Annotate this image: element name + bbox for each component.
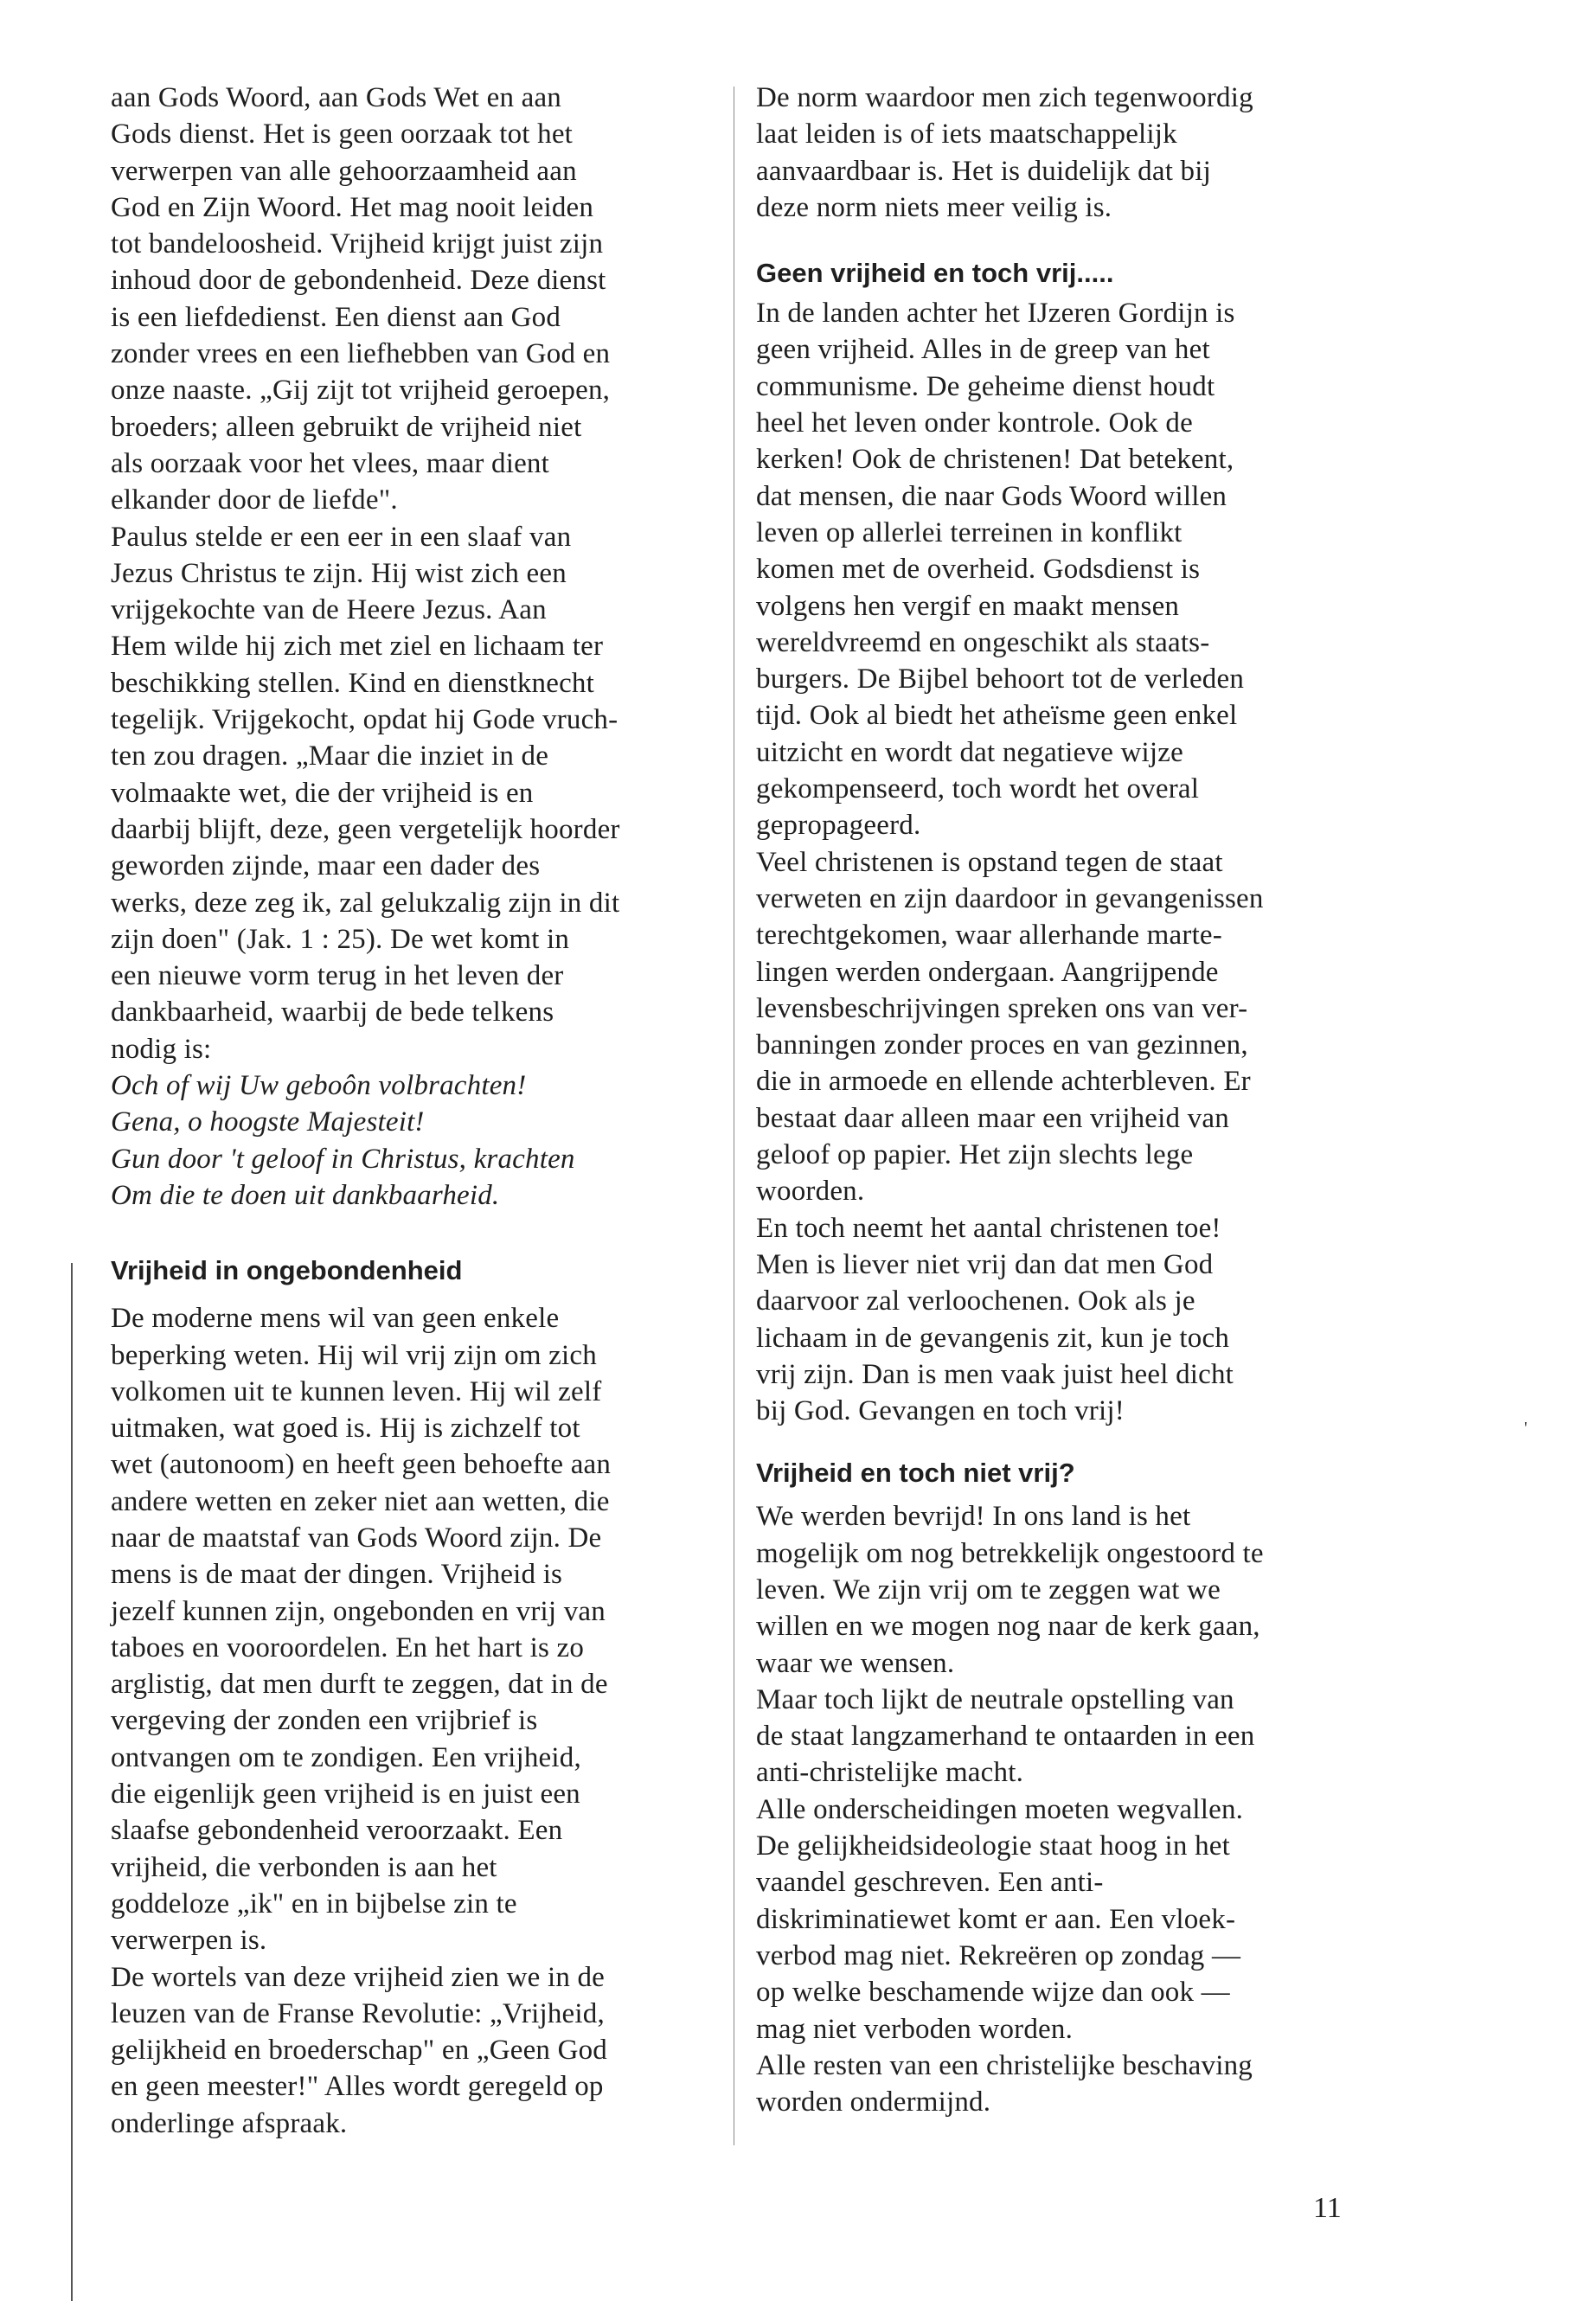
text-line: tijd. Ook al biedt het atheïsme geen enkel xyxy=(756,700,1238,732)
text-line: willen en we mogen nog naar de kerk gaan, xyxy=(756,1611,1260,1643)
text-line: Men is liever niet vrij dan dat men God xyxy=(756,1248,1214,1280)
section-heading-vrijheid-in-ongebondenheid: Vrijheid in ongebondenheid xyxy=(111,1255,463,1286)
text-line: uitmaken, wat goed is. Hij is zichzelf tot xyxy=(111,1413,580,1445)
text-line: elkander door de liefde". xyxy=(111,484,398,516)
text-line: verwerpen van alle gehoorzaamheid aan xyxy=(111,155,577,187)
text-line: wet (autonoom) en heeft geen behoefte aan xyxy=(111,1449,612,1481)
text-line: als oorzaak voor het vlees, maar dient xyxy=(111,447,549,479)
left-paragraph-2 xyxy=(111,1300,734,2142)
section-heading-vrijheid-en-toch-niet-vrij: Vrijheid en toch niet vrij? xyxy=(756,1458,1075,1489)
text-line: Om die te doen uit dankbaarheid. xyxy=(111,1179,500,1211)
text-line: En toch neemt het aantal christenen toe! xyxy=(756,1212,1221,1244)
text-line: mens is de maat der dingen. Vrijheid is xyxy=(111,1559,563,1591)
text-line: anti-christelijke macht. xyxy=(756,1757,1024,1789)
text-line: De moderne mens wil van geen enkele xyxy=(111,1303,560,1335)
text-line: aan Gods Woord, aan Gods Wet en aan xyxy=(111,82,561,113)
text-line: slaafse gebondenheid veroorzaakt. Een xyxy=(111,1815,563,1847)
text-line: ten zou dragen. „Maar die inziet in de xyxy=(111,740,549,772)
text-line: diskriminatiewet komt er aan. Een vloek- xyxy=(756,1903,1236,1935)
text-line: volkomen uit te kunnen leven. Hij wil zelf xyxy=(111,1375,602,1407)
text-line: verweten en zijn daardoor in gevangenissen xyxy=(756,882,1264,914)
text-line: vrij zijn. Dan is men vaak juist heel dicht xyxy=(756,1358,1234,1390)
text-line: communisme. De geheime dienst houdt xyxy=(756,370,1215,402)
text-line: geen vrijheid. Alles in de greep van het xyxy=(756,334,1210,366)
text-line: lingen werden ondergaan. Aangrijpende xyxy=(756,956,1219,988)
hymn-verse xyxy=(111,1067,734,1214)
text-line: mogelijk om nog betrekkelijk ongestoord te xyxy=(756,1537,1264,1569)
text-line: is een liefdedienst. Een dienst aan God xyxy=(111,301,561,333)
text-line: leven op allerlei terreinen in konflikt xyxy=(756,516,1183,548)
text-line: een nieuwe vorm terug in het leven der xyxy=(111,960,564,992)
text-line: mag niet verboden worden. xyxy=(756,2013,1074,2045)
text-line: Alle onderscheidingen moeten wegvallen. xyxy=(756,1793,1244,1825)
text-line: daarvoor zal verloochenen. Ook als je xyxy=(756,1285,1195,1317)
spacer xyxy=(756,226,1379,252)
text-line: andere wetten en zeker niet aan wetten, die xyxy=(111,1485,610,1517)
text-line: vrijheid, die verbonden is aan het xyxy=(111,1851,497,1883)
text-line: lichaam in de gevangenis zit, kun je toch xyxy=(756,1322,1230,1354)
page-number: 11 xyxy=(1313,2192,1342,2224)
text-line: zijn doen" (Jak. 1 : 25). De wet komt in xyxy=(111,923,570,955)
text-line: de staat langzamerhand te ontaarden in een xyxy=(756,1721,1255,1753)
text-line: taboes en vooroordelen. En het hart is zo xyxy=(111,1631,585,1663)
text-line: Jezus Christus te zijn. Hij wist zich een xyxy=(111,557,567,589)
text-line: Och of wij Uw geboôn volbrachten! xyxy=(111,1070,527,1102)
right-paragraph-1 xyxy=(756,80,1379,226)
stray-mark: ' xyxy=(1524,1419,1528,1438)
text-line: We werden bevrijd! In ons land is het xyxy=(756,1501,1191,1533)
text-line: worden ondermijnd. xyxy=(756,2086,991,2118)
text-line: beschikking stellen. Kind en dienstknecht xyxy=(111,667,595,699)
text-line: verwerpen is. xyxy=(111,1925,267,1957)
text-line: tegelijk. Vrijgekocht, opdat hij Gode vruch- xyxy=(111,704,619,736)
text-line: burgers. De Bijbel behoort tot de verleden xyxy=(756,663,1245,695)
right-paragraph-2 xyxy=(756,295,1379,1429)
text-line: dankbaarheid, waarbij de bede telkens xyxy=(111,997,554,1029)
text-line: bestaat daar alleen maar een vrijheid van xyxy=(756,1102,1229,1134)
text-line: uitzicht en wordt dat negatieve wijze xyxy=(756,736,1183,768)
text-line: arglistig, dat men durft te zeggen, dat in de xyxy=(111,1669,608,1701)
text-line: wereldvreemd en ongeschikt als staats- xyxy=(756,626,1210,658)
text-line: God en Zijn Woord. Het mag nooit leiden xyxy=(111,191,594,223)
text-line: goddeloze „ik" en in bijbelse zin te xyxy=(111,1888,517,1920)
text-line: en geen meester!" Alles wordt geregeld op xyxy=(111,2071,604,2103)
text-line: leuzen van de Franse Revolutie: „Vrijheid, xyxy=(111,1997,605,2029)
text-line: daarbij blijft, deze, geen vergetelijk hoorder xyxy=(111,813,620,845)
text-line: banningen zonder proces en van gezinnen, xyxy=(756,1029,1248,1061)
text-line: volmaakte wet, die der vrijheid is en xyxy=(111,777,534,809)
left-column xyxy=(111,80,734,2142)
text-line: Hem wilde hij zich met ziel en lichaam ter xyxy=(111,631,604,663)
text-line: De norm waardoor men zich tegenwoordig xyxy=(756,82,1253,113)
text-line: bij God. Gevangen en toch vrij! xyxy=(756,1395,1125,1427)
text-line: broeders; alleen gebruikt de vrijheid niet xyxy=(111,411,582,443)
text-line: aanvaardbaar is. Het is duidelijk dat bij xyxy=(756,155,1211,187)
text-line: woorden. xyxy=(756,1176,865,1208)
spacer xyxy=(111,1214,734,1247)
text-line: jezelf kunnen zijn, ongebonden en vrij van xyxy=(111,1595,606,1627)
text-line: geloof op papier. Het zijn slechts lege xyxy=(756,1139,1194,1171)
text-line: die eigenlijk geen vrijheid is en juist een xyxy=(111,1779,580,1811)
text-line: Paulus stelde er een eer in een slaaf van xyxy=(111,521,572,553)
text-line: volgens hen vergif en maakt mensen xyxy=(756,590,1180,622)
text-line: levensbeschrijvingen spreken ons van ver- xyxy=(756,992,1248,1024)
text-line: tot bandeloosheid. Vrijheid krijgt juist zijn xyxy=(111,228,604,260)
text-line: onderlinge afspraak. xyxy=(111,2107,348,2139)
text-line: zonder vrees en een liefhebben van God en xyxy=(111,338,611,370)
text-line: ontvangen om te zondigen. Een vrijheid, xyxy=(111,1741,581,1773)
text-line: vergeving der zonden een vrijbrief is xyxy=(111,1705,538,1737)
text-line: gepropageerd. xyxy=(756,810,921,842)
text-line: heel het leven onder kontrole. Ook de xyxy=(756,407,1193,439)
text-line: In de landen achter het IJzeren Gordijn is xyxy=(756,298,1235,330)
text-line: Gun door 't geloof in Christus, krachten xyxy=(111,1143,575,1175)
text-line: nodig is: xyxy=(111,1033,212,1065)
text-line: werks, deze zeg ik, zal gelukzalig zijn in dit xyxy=(111,887,620,919)
left-paragraph-1 xyxy=(111,80,734,1067)
text-line: gelijkheid en broederschap" en „Geen God xyxy=(111,2035,607,2067)
right-paragraph-3 xyxy=(756,1498,1379,2120)
text-line: kerken! Ook de christenen! Dat betekent, xyxy=(756,444,1234,476)
text-line: inhoud door de gebondenheid. Deze dienst xyxy=(111,265,606,297)
text-line: komen met de overheid. Godsdienst is xyxy=(756,554,1201,586)
text-line: verbod mag niet. Rekreëren op zondag — xyxy=(756,1939,1241,1971)
text-line: leven. We zijn vrij om te zeggen wat we xyxy=(756,1574,1221,1606)
text-line: onze naaste. „Gij zijt tot vrijheid geroepen, xyxy=(111,375,611,407)
text-line: waar we wensen. xyxy=(756,1647,955,1679)
left-margin-rule xyxy=(71,1263,73,2301)
text-line: dat mensen, die naar Gods Woord willen xyxy=(756,480,1227,512)
text-line: geworden zijnde, maar een dader des xyxy=(111,850,541,882)
text-line: laat leiden is of iets maatschappelijk xyxy=(756,119,1177,151)
text-line: terechtgekomen, waar allerhande marte- xyxy=(756,920,1222,952)
text-line: naar de maatstaf van Gods Woord zijn. De xyxy=(111,1522,602,1554)
text-line: Gena, o hoogste Majesteit! xyxy=(111,1106,425,1138)
section-heading-geen-vrijheid-en-toch-vrij: Geen vrijheid en toch vrij..... xyxy=(756,258,1114,289)
text-line: gekompenseerd, toch wordt het overal xyxy=(756,773,1200,805)
text-line: die in armoede en ellende achterbleven. Er xyxy=(756,1066,1251,1098)
text-line: Alle resten van een christelijke beschaving xyxy=(756,2049,1253,2081)
text-line: deze norm niets meer veilig is. xyxy=(756,191,1112,223)
text-line: Gods dienst. Het is geen oorzaak tot het xyxy=(111,119,574,151)
text-line: op welke beschamende wijze dan ook — xyxy=(756,1977,1230,2009)
text-line: Maar toch lijkt de neutrale opstelling van xyxy=(756,1683,1234,1715)
text-line: De wortels van deze vrijheid zien we in de xyxy=(111,1961,606,1993)
text-line: vrijgekochte van de Heere Jezus. Aan xyxy=(111,594,547,626)
text-line: vaandel geschreven. Een anti- xyxy=(756,1867,1104,1899)
text-line: De gelijkheidsideologie staat hoog in het xyxy=(756,1830,1230,1862)
spacer xyxy=(756,1429,1379,1452)
text-line: Veel christenen is opstand tegen de staat xyxy=(756,846,1223,878)
right-column xyxy=(756,80,1379,2120)
text-line: beperking weten. Hij wil vrij zijn om zich xyxy=(111,1339,597,1371)
